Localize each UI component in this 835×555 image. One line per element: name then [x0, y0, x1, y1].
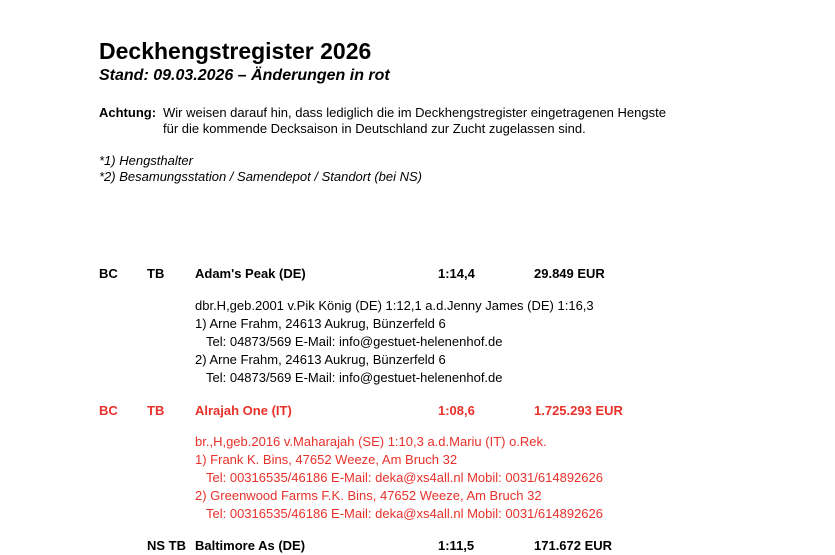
- entry-region: BC: [99, 403, 118, 418]
- page-title: Deckhengstregister 2026: [99, 38, 372, 64]
- entry-earnings: 1.725.293 EUR: [534, 403, 623, 418]
- notice-line-2: für die kommende Decksaison in Deutschland zur Zucht zugelassen sind.: [163, 121, 586, 136]
- entry-region: NS TB: [147, 538, 186, 553]
- footnote-2: *2) Besamungsstation / Samendepot / Standort (bei NS): [99, 169, 423, 184]
- entry-earnings: 171.672 EUR: [534, 538, 613, 553]
- notice-text: [163, 105, 763, 137]
- entry-name: Baltimore As (DE): [195, 538, 306, 553]
- entry-station-contact: Tel: 04873/569 E-Mail: info@gestuet-helenenhof.de: [206, 370, 503, 385]
- entry-pedigree: br.,H,geb.2016 v.Maharajah (SE) 1:10,3 a.d.Mariu (IT) o.Rek.: [195, 434, 547, 449]
- entry-owner-contact: Tel: 04873/569 E-Mail: info@gestuet-helenenhof.de: [206, 334, 503, 349]
- entry-earnings: 29.849 EUR: [534, 266, 605, 281]
- entry-breed: TB: [147, 266, 165, 281]
- notice-label: Achtung:: [99, 105, 157, 120]
- entry-name: Adam's Peak (DE): [195, 266, 306, 281]
- page-subtitle: Stand: 09.03.2026 – Änderungen in rot: [99, 67, 390, 84]
- entry-owner-contact: Tel: 00316535/46186 E-Mail: deka@xs4all.nl Mobil: 0031/614892626: [206, 470, 603, 485]
- entry-region: BC: [99, 266, 118, 281]
- entry-name: Alrajah One (IT): [195, 403, 292, 418]
- footnote-1: *1) Hengsthalter: [99, 153, 193, 168]
- entry-owner: 1) Frank K. Bins, 47652 Weeze, Am Bruch 32: [195, 452, 458, 467]
- notice-line-1: Wir weisen darauf hin, dass lediglich die im Deckhengstregister eingetragenen Hengste: [163, 105, 666, 120]
- entry-breed: TB: [147, 403, 165, 418]
- entry-station-contact: Tel: 00316535/46186 E-Mail: deka@xs4all.nl Mobil: 0031/614892626: [206, 506, 603, 521]
- entry-pedigree: dbr.H,geb.2001 v.Pik König (DE) 1:12,1 a.d.Jenny James (DE) 1:16,3: [195, 298, 594, 313]
- entry-time: 1:11,5: [438, 538, 475, 553]
- entry-time: 1:08,6: [438, 403, 475, 418]
- entry-owner: 1) Arne Frahm, 24613 Aukrug, Bünzerfeld 6: [195, 316, 446, 331]
- entry-station: 2) Greenwood Farms F.K. Bins, 47652 Weeze, Am Bruch 32: [195, 488, 542, 503]
- entry-time: 1:14,4: [438, 266, 475, 281]
- entry-station: 2) Arne Frahm, 24613 Aukrug, Bünzerfeld 6: [195, 352, 446, 367]
